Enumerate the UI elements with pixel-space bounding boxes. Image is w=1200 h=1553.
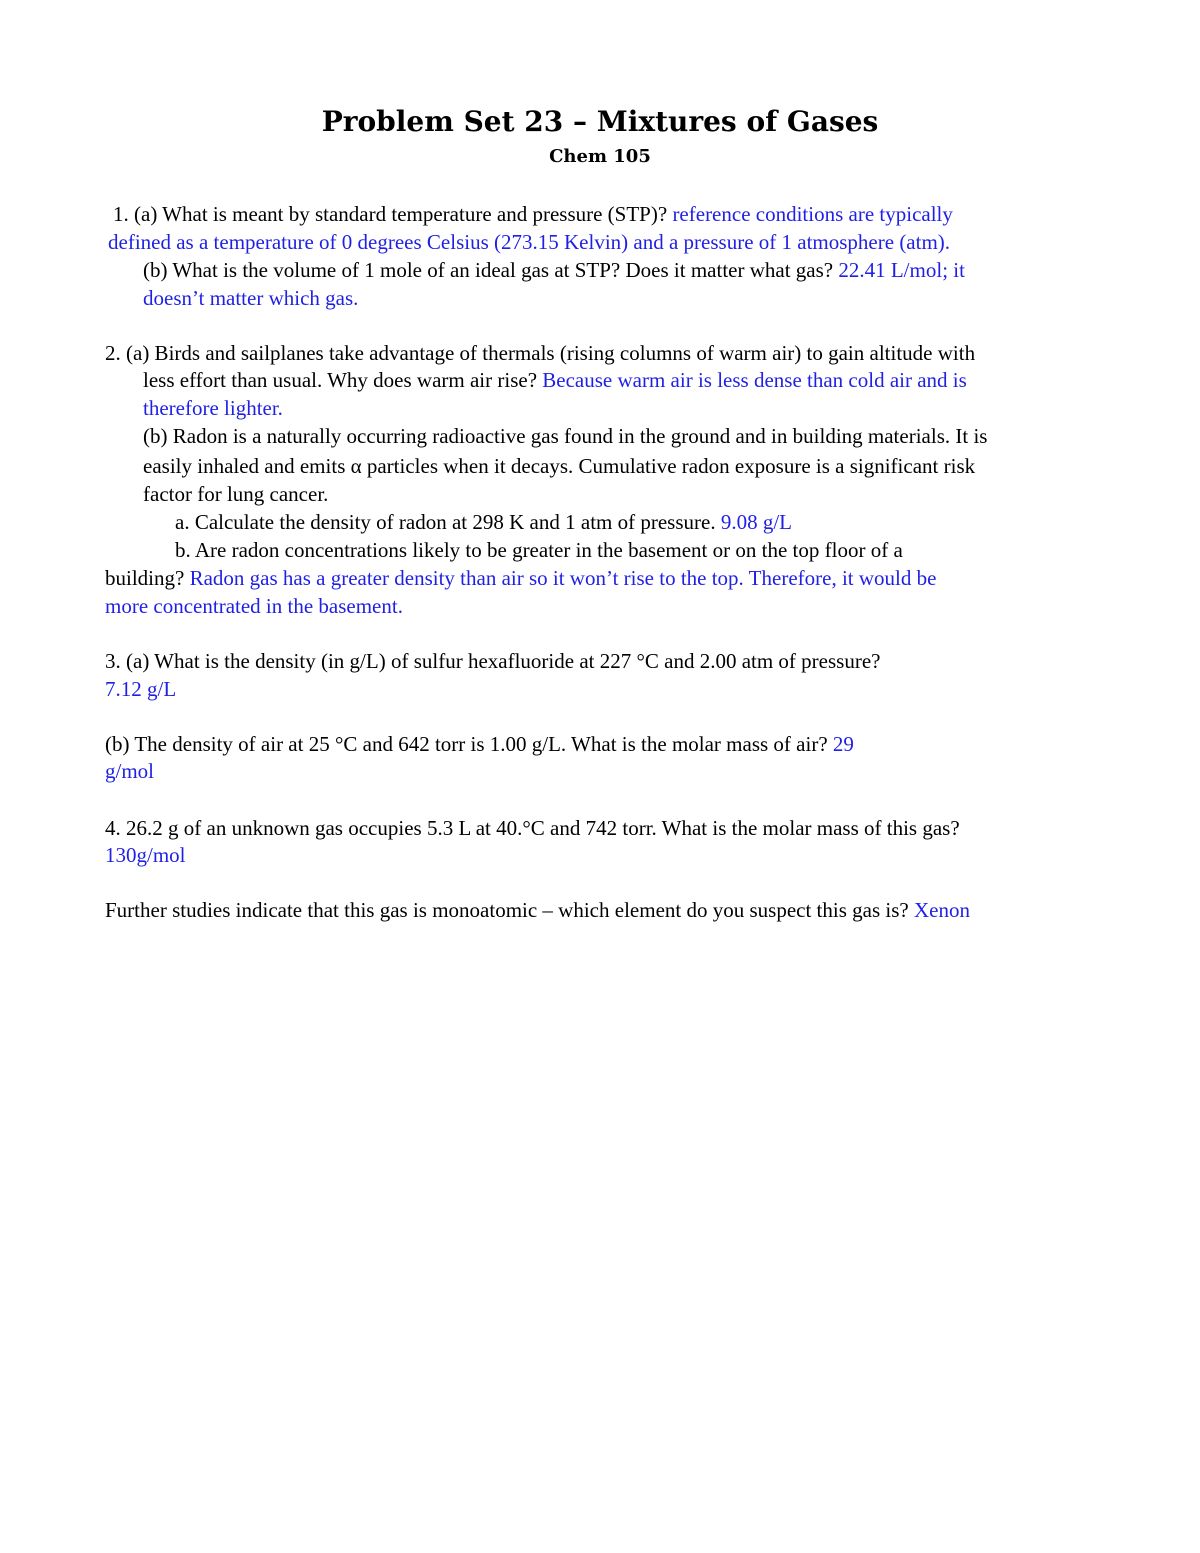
q2a-answer: Because warm air is less dense than cold air and is (542, 368, 967, 392)
page-title: Problem Set 23 – Mixtures of Gases (321, 105, 879, 138)
q4-followup-answer: Xenon (913, 898, 970, 922)
q2a-line-1: 2. (a) Birds and sailplanes take advantage of thermals (rising columns of warm air) to gain altitude with (105, 341, 976, 365)
q2b-line-1: (b) Radon is a naturally occurring radioactive gas found in the ground and in building materials. It is (143, 424, 988, 448)
q2bb-line-2 (105, 564, 936, 592)
q2bb-question: building? (105, 566, 185, 590)
q3b-answer-cont: g/mol (105, 759, 155, 783)
q4-followup-line (105, 896, 970, 924)
q2ba-answer: 9.08 g/L (720, 510, 793, 534)
q2a-line-2 (143, 366, 967, 394)
q3b-question: (b) The density of air at 25 °C and 642 torr is 1.00 g/L. What is the molar mass of air? (105, 732, 828, 756)
q1b-answer: 22.41 L/mol; it (838, 258, 965, 282)
q4-answer: 130g/mol (105, 843, 186, 867)
q3b-line-1 (105, 730, 854, 758)
q3a-answer: 7.12 g/L (105, 677, 177, 701)
q2bb-line-1: b. Are radon concentrations likely to be greater in the basement or on the top floor of a (175, 538, 903, 562)
q1b-question: (b) What is the volume of 1 mole of an ideal gas at STP? Does it matter what gas? (143, 258, 834, 282)
q4-question: 4. 26.2 g of an unknown gas occupies 5.3 L at 40.°C and 742 torr. What is the molar mass of this gas? (105, 816, 960, 840)
q1a-question: 1. (a) What is meant by standard temperature and pressure (STP)? (113, 202, 668, 226)
q1b-line-1 (143, 256, 965, 284)
q2b-line-3: factor for lung cancer. (143, 482, 329, 506)
q2ba-line (175, 508, 792, 536)
q3b-answer: 29 (832, 732, 854, 756)
q3a-question: 3. (a) What is the density (in g/L) of sulfur hexafluoride at 227 °C and 2.00 atm of pressure? (105, 649, 881, 673)
q2ba-question: a. Calculate the density of radon at 298 K and 1 atm of pressure. (175, 510, 716, 534)
q4-followup-question: Further studies indicate that this gas is monoatomic – which element do you suspect this gas is? (105, 898, 909, 922)
q1a-line-1 (113, 200, 953, 228)
q2bb-answer: Radon gas has a greater density than air so it won’t rise to the top. Therefore, it would be (189, 566, 937, 590)
q2a-question: less effort than usual. Why does warm air rise? (143, 368, 538, 392)
course-name: Chem 105 (549, 146, 651, 167)
q2b-line-2: easily inhaled and emits α particles when it decays. Cumulative radon exposure is a significant risk (143, 454, 976, 478)
q2bb-answer-cont: more concentrated in the basement. (105, 594, 403, 618)
q1b-answer-cont: doesn’t matter which gas. (143, 286, 359, 310)
q2a-answer-cont: therefore lighter. (143, 396, 283, 420)
q1a-answer-cont: defined as a temperature of 0 degrees Celsius (273.15 Kelvin) and a pressure of 1 atmosphere (atm). (108, 230, 951, 254)
q1a-answer: reference conditions are typically (672, 202, 953, 226)
